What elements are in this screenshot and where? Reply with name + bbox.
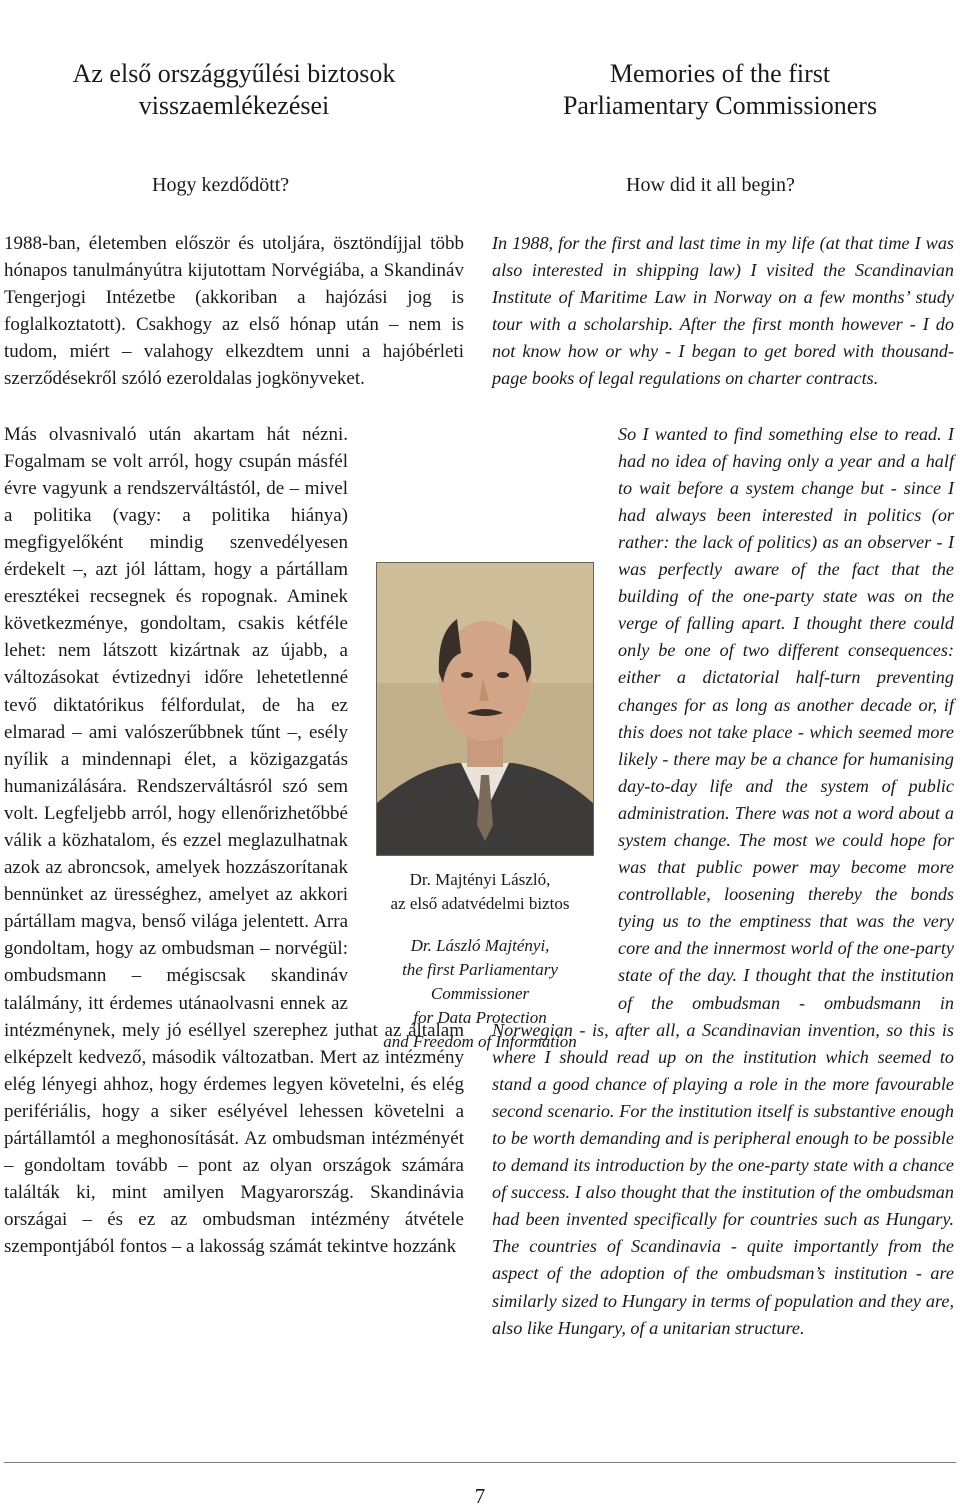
hungarian-subheading: Hogy kezdődött? [152, 174, 290, 196]
hungarian-title-line2: visszaemlékezései [138, 91, 330, 120]
english-caption [360, 934, 600, 1054]
portrait-photo [376, 562, 594, 856]
english-caption-line4: for Data Protection [413, 1008, 547, 1027]
english-title-line1: Memories of the first [609, 59, 831, 88]
english-caption-line3: Commissioner [430, 984, 530, 1003]
hungarian-caption-line1: Dr. Majtényi László, [409, 870, 551, 889]
english-caption-line2: the first Parliamentary [402, 960, 558, 979]
english-title-line2: Parliamentary Commissioners [562, 91, 878, 120]
hungarian-title-line1: Az első országgyűlési biztosok [72, 59, 396, 88]
page-number: 7 [474, 1484, 486, 1508]
english-caption-line1: Dr. László Majtényi, [410, 936, 550, 955]
english-subheading: How did it all begin? [626, 174, 795, 196]
english-paragraph-2: So I wanted to find something else to read. I had no idea of having only a year and a half to wait before a system change but - since I had always been interested in politics (or rather: the lack of politics) as an observer - I was perfectly aware of the fact that the building of the one-party state was on the verge of falling apart. I thought there could only be one of two different consequences: either a dictatorial half-turn preventing changes for as long as another decade or, if this does not take place - which seemed more likely - there may be a chance for humanising day-to-day life and the system of public administration. There was not a word about a system change. The most we could hope for was that public power may become more controllable, loosening thereby the bonds tying us to the emptiness that was the very core and the innermost world of the one-party state of the day. I thought that the institution of the ombudsman - ombudsmann in Norwegian - is, after all, a Scandinavian invention, so this is where I should read up on the institution which seemed to stand a good chance of playing a role in the more favourable second scenario. For the institution itself is substantive enough to be worth demanding and is peripheral enough to be possible to demand its introduction by the one-party state with a chance of success. I also thought that the institution of the ombudsman had been invented specifically for countries such as Hungary. The countries of Scandinavia - quite importantly from the aspect of the adoption of the ombudsman’s institution - are similarly sized to Hungary in terms of population and they are, also like Hungary, of a unitarian structure. [492, 423, 954, 1338]
english-paragraph-1: In 1988, for the first and last time in my life (at that time I was also interested in shipping law) I visited the Scandinavian Institute of Maritime Law in Norway on a few months’ study tour with a scholarship. After the first month however - I do not know how or why - I began to get bored with thousand-page books of legal regulations on charter contracts. [492, 233, 954, 389]
english-title [500, 58, 940, 122]
hungarian-title [14, 58, 454, 122]
hungarian-caption [360, 868, 600, 916]
hungarian-caption-line2: az első adatvédelmi biztos [390, 894, 570, 913]
hungarian-paragraph-2: Más olvasnivaló után akartam hát nézni. Fogalmam se volt arról, hogy csupán másfél évre vagyunk a rendszerváltástól, de – mivel a politika (vagy: a politika hiánya) megfigyelőként mindig szenvedélyesen érdekelt –, azt jól láttam, hogy a pártállam eresztékei recsegnek és ropognak. Aminek következménye, gondoltam, csakis kétféle lehet: nem látszott kizártnak az újabb, a változásokat évtizednyi időre lehetetlenné tevő diktatórikus félfordulat, de ha ez elmarad – ami valószerűbbnek tűnt –, esély nyílik a mindennapi élet, a közigazgatás humanizálására. Rendszerváltásról szó sem volt. Legfeljebb arról, hogy ellenőrizhetőbbé válik a közhatalom, és ezzel meglazulhatnak azok az abroncsok, amelyek hozzászorítanak bennünket az ürességhez, amelyet az akkori pártállam magva, benső világa jelentett. Arra gondoltam, hogy az ombudsman – norvégül: ombudsmann – mégiscsak skandináv találmány, itt érdemes utánaolvasni ennek az intézménynek, mely jó eséllyel szerephez juthat az általam elképzelt kedvező, második változatban. Mert az intézmény elég lényegi ahhoz, hogy érdemes legyen követelni, és elég perifériális, hogy a siker esélyével lehessen követelni a pártállamtól a meghonosítását. Az ombudsman intézményét – gondoltam tovább – pont az olyan országok számára találták ki, mint amilyen Magyarország. Skandinávia országai – és ez az ombudsman intézmény átvétele szempontjából fontos – a lakosság számát tekintve hozzánk [4, 423, 464, 1258]
hungarian-paragraph-1: 1988-ban, életemben először és utoljára, ösztöndíjjal több hónapos tanulmányútra kijutottam Norvégiába, a Skandináv Tengerjogi Intézetbe (akkoriban a hajózási jog is foglalkoztatott). Csakhogy az első hónap után – nem is tudom, miért – valahogy elkezdtem unni a hajóbérleti szerződésekről szóló ezeroldalas jogkönyveket. [4, 233, 464, 390]
english-caption-line5: and Freedom of Information [383, 1032, 577, 1051]
footer-rule [4, 1462, 956, 1463]
